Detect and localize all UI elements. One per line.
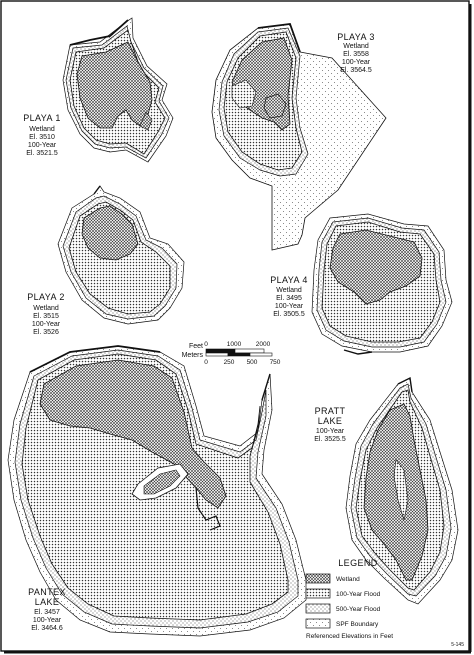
playa3-line-0: Wetland <box>343 43 369 50</box>
legend-swatch-spf <box>306 619 330 628</box>
playa2-title: PLAYA 2 <box>27 292 65 302</box>
legend-swatch-flood500 <box>306 604 330 613</box>
playa4-line-2: 100-Year <box>274 303 304 310</box>
playa1-title: PLAYA 1 <box>23 113 61 123</box>
playa3-line-2: 100-Year <box>341 59 371 66</box>
scale-meter-tick-0: 0 <box>204 359 208 366</box>
scale-meter-tick-1: 250 <box>223 359 235 366</box>
playa3-title: PLAYA 3 <box>337 32 375 42</box>
legend-label-wetland: Wetland <box>336 576 360 583</box>
scale-meter-tick-3: 750 <box>269 359 281 366</box>
pratt-title: PRATT <box>314 406 346 416</box>
playa2-line-3: El. 3526 <box>33 329 59 336</box>
playa4-line-3: El. 3505.5 <box>273 311 305 318</box>
legend-label-flood500: 500-Year Flood <box>336 606 381 613</box>
scale-meter-segment-2 <box>250 353 272 356</box>
playa1-line-0: Wetland <box>29 126 55 133</box>
pantex-line-1: 100-Year <box>32 617 62 624</box>
playa4-shape <box>312 214 452 354</box>
legend-label-flood100: 100-Year Flood <box>336 591 381 598</box>
playa2-line-0: Wetland <box>33 305 59 312</box>
scale-feet-tick-2: 2000 <box>255 341 271 348</box>
playa2-line-1: El. 3515 <box>33 313 59 320</box>
playa1-line-1: El. 3510 <box>29 134 55 141</box>
legend-note: Referenced Elevations in Feet <box>306 633 394 640</box>
legend-swatch-wetland <box>306 574 330 583</box>
pantex-title-2: LAKE <box>34 597 60 607</box>
legend-swatch-flood100 <box>306 589 330 598</box>
playa4-line-1: El. 3495 <box>276 295 302 302</box>
pratt-line-1: El. 3525.5 <box>314 436 346 443</box>
playa3-line-3: El. 3564.5 <box>340 67 372 74</box>
playa3-line-1: El. 3558 <box>343 51 369 58</box>
playa2-line-2: 100-Year <box>31 321 61 328</box>
playa1-line-2: 100-Year <box>27 142 57 149</box>
playa4-line-0: Wetland <box>276 287 302 294</box>
pratt-lake-label <box>314 406 346 443</box>
scale-meter-segment-0 <box>206 353 228 356</box>
scale-meters-label: Meters <box>181 352 203 359</box>
legend-label-spf: SPF Boundary <box>336 621 379 628</box>
playa1-line-3: El. 3521.5 <box>26 150 58 157</box>
scale-meter-tick-2: 500 <box>246 359 258 366</box>
scale-feet-tick-1: 1000 <box>226 341 242 348</box>
legend-title: LEGEND <box>338 558 378 568</box>
scale-feet-label: Feet <box>188 343 203 350</box>
scale-feet-segment-1 <box>235 349 264 353</box>
figure-id: 5-145 <box>451 642 464 648</box>
pantex-title: PANTEX <box>28 587 66 597</box>
pantex-line-0: El. 3457 <box>34 609 60 616</box>
scale-feet-segment-0 <box>206 349 235 353</box>
scale-feet-tick-0: 0 <box>204 341 208 348</box>
pratt-line-0: 100-Year <box>315 428 345 435</box>
playa4-title: PLAYA 4 <box>270 275 308 285</box>
scale-meter-segment-1 <box>228 353 250 356</box>
pantex-line-2: El. 3464.6 <box>31 625 63 632</box>
pratt-title-2: LAKE <box>317 416 343 426</box>
